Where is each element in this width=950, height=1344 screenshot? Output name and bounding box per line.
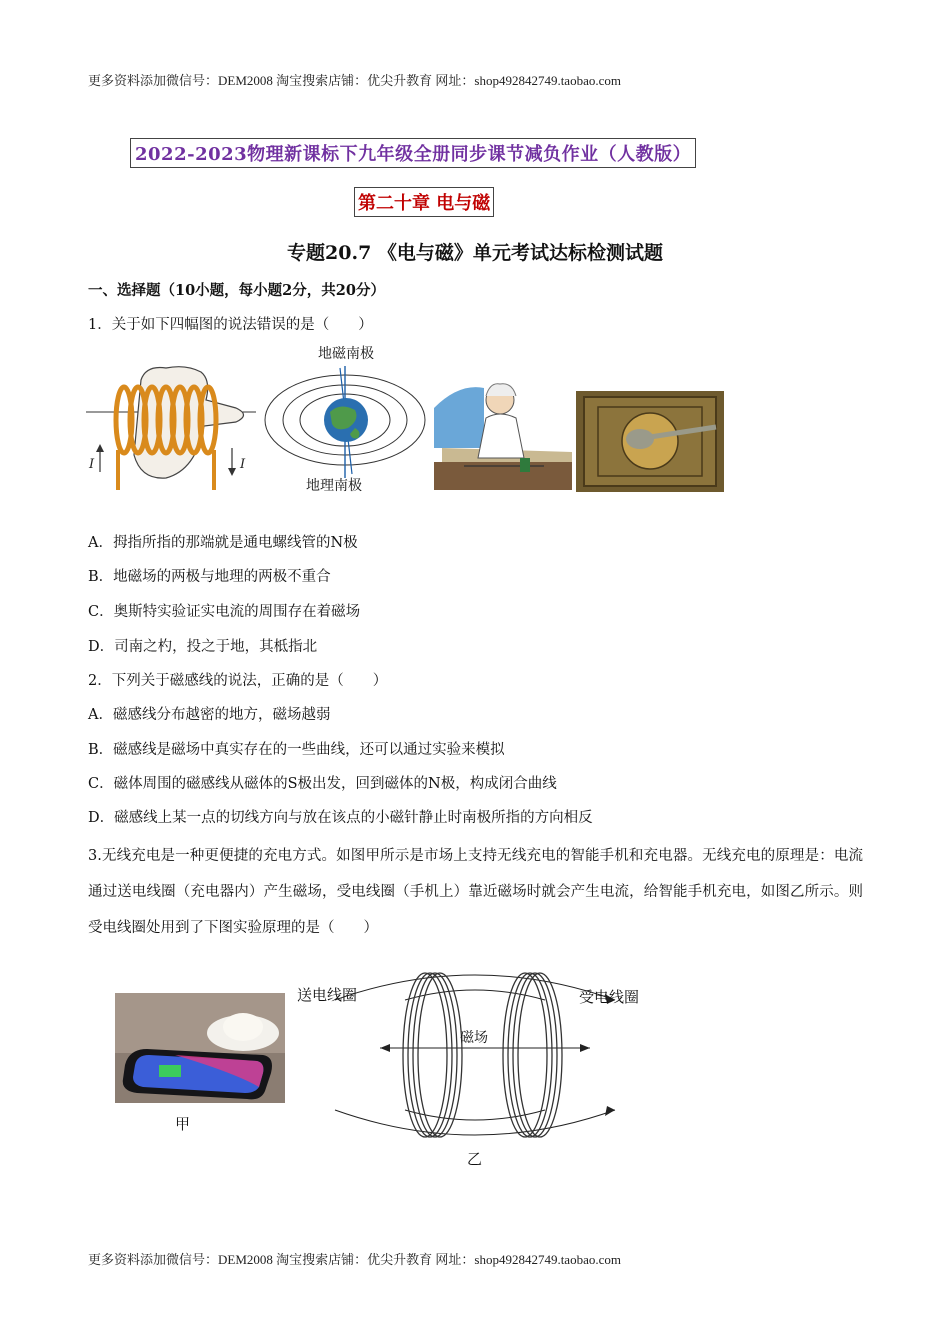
receive-coil-label: 受电线圈 bbox=[579, 988, 640, 1006]
send-coil-label: 送电线圈 bbox=[297, 986, 358, 1004]
field-label: 磁场 bbox=[460, 1030, 488, 1046]
page-header: 更多资料添加微信号：DEM2008 淘宝搜索店铺：优尖升教育 网址：shop492842749.taobao.com bbox=[88, 73, 621, 88]
sinan-compass-figure bbox=[576, 391, 724, 492]
earth-magnetic-field-figure bbox=[260, 340, 430, 495]
current-label-left: I bbox=[89, 457, 95, 472]
current-label-right: I bbox=[240, 457, 246, 472]
page-footer: 更多资料添加微信号：DEM2008 淘宝搜索店铺：优尖升教育 网址：shop492842749.taobao.com bbox=[88, 1252, 621, 1267]
topic-title: 专题20.7 《电与磁》单元考试达标检测试题 bbox=[287, 242, 663, 264]
q2-option-c: C．磁体周围的磁感线从磁体的S极出发，回到磁体的N极，构成闭合曲线 bbox=[88, 776, 557, 792]
q3-stem: 3.无线充电是一种更便捷的充电方式。如图甲所示是市场上支持无线充电的智能手机和充电器。无线充电的原理是：电流通过送电线圈（充电器内）产生磁场，受电线圈（手机上）靠近磁场时就会产生电流，给智能手机充电，如图乙所示。则受电线圈处用到了下图实验原理的是（ ） bbox=[88, 848, 863, 936]
q1-option-a: A．拇指所指的那端就是通电螺线管的N极 bbox=[88, 535, 358, 551]
section-heading: 一、选择题（10小题，每小题2分，共20分） bbox=[88, 282, 385, 299]
coil-diagram-figure bbox=[295, 960, 675, 1150]
q2-stem: 2．下列关于磁感线的说法，正确的是（ ） bbox=[88, 673, 388, 689]
q2-option-d: D．磁感线上某一点的切线方向与放在该点的小磁针静止时南极所指的方向相反 bbox=[88, 810, 593, 826]
q1-option-d: D．司南之杓，投之于地，其柢指北 bbox=[88, 639, 318, 655]
q2-option-b: B．磁感线是磁场中真实存在的一些曲线，还可以通过实验来模拟 bbox=[88, 742, 505, 758]
q1-stem: 1．关于如下四幅图的说法错误的是（ ） bbox=[88, 317, 373, 333]
oersted-experiment-figure bbox=[434, 378, 572, 490]
fig-yi-label: 乙 bbox=[467, 1150, 483, 1168]
q2-option-a: A．磁感线分布越密的地方，磁场越弱 bbox=[88, 707, 331, 723]
series-title: 2022-2023物理新课标下九年级全册同步课节减负作业（人教版） bbox=[130, 138, 696, 168]
chapter-title: 第二十章 电与磁 bbox=[354, 187, 494, 217]
right-hand-rule-figure bbox=[86, 360, 256, 495]
wireless-charger-photo-figure bbox=[115, 993, 285, 1103]
q1-option-b: B．地磁场的两极与地理的两极不重合 bbox=[88, 569, 331, 585]
geomagnetic-south-label: 地磁南极 bbox=[318, 346, 374, 362]
geographic-south-label: 地理南极 bbox=[306, 478, 362, 494]
fig-jia-label: 甲 bbox=[175, 1115, 191, 1133]
q1-option-c: C．奥斯特实验证实电流的周围存在着磁场 bbox=[88, 604, 361, 620]
